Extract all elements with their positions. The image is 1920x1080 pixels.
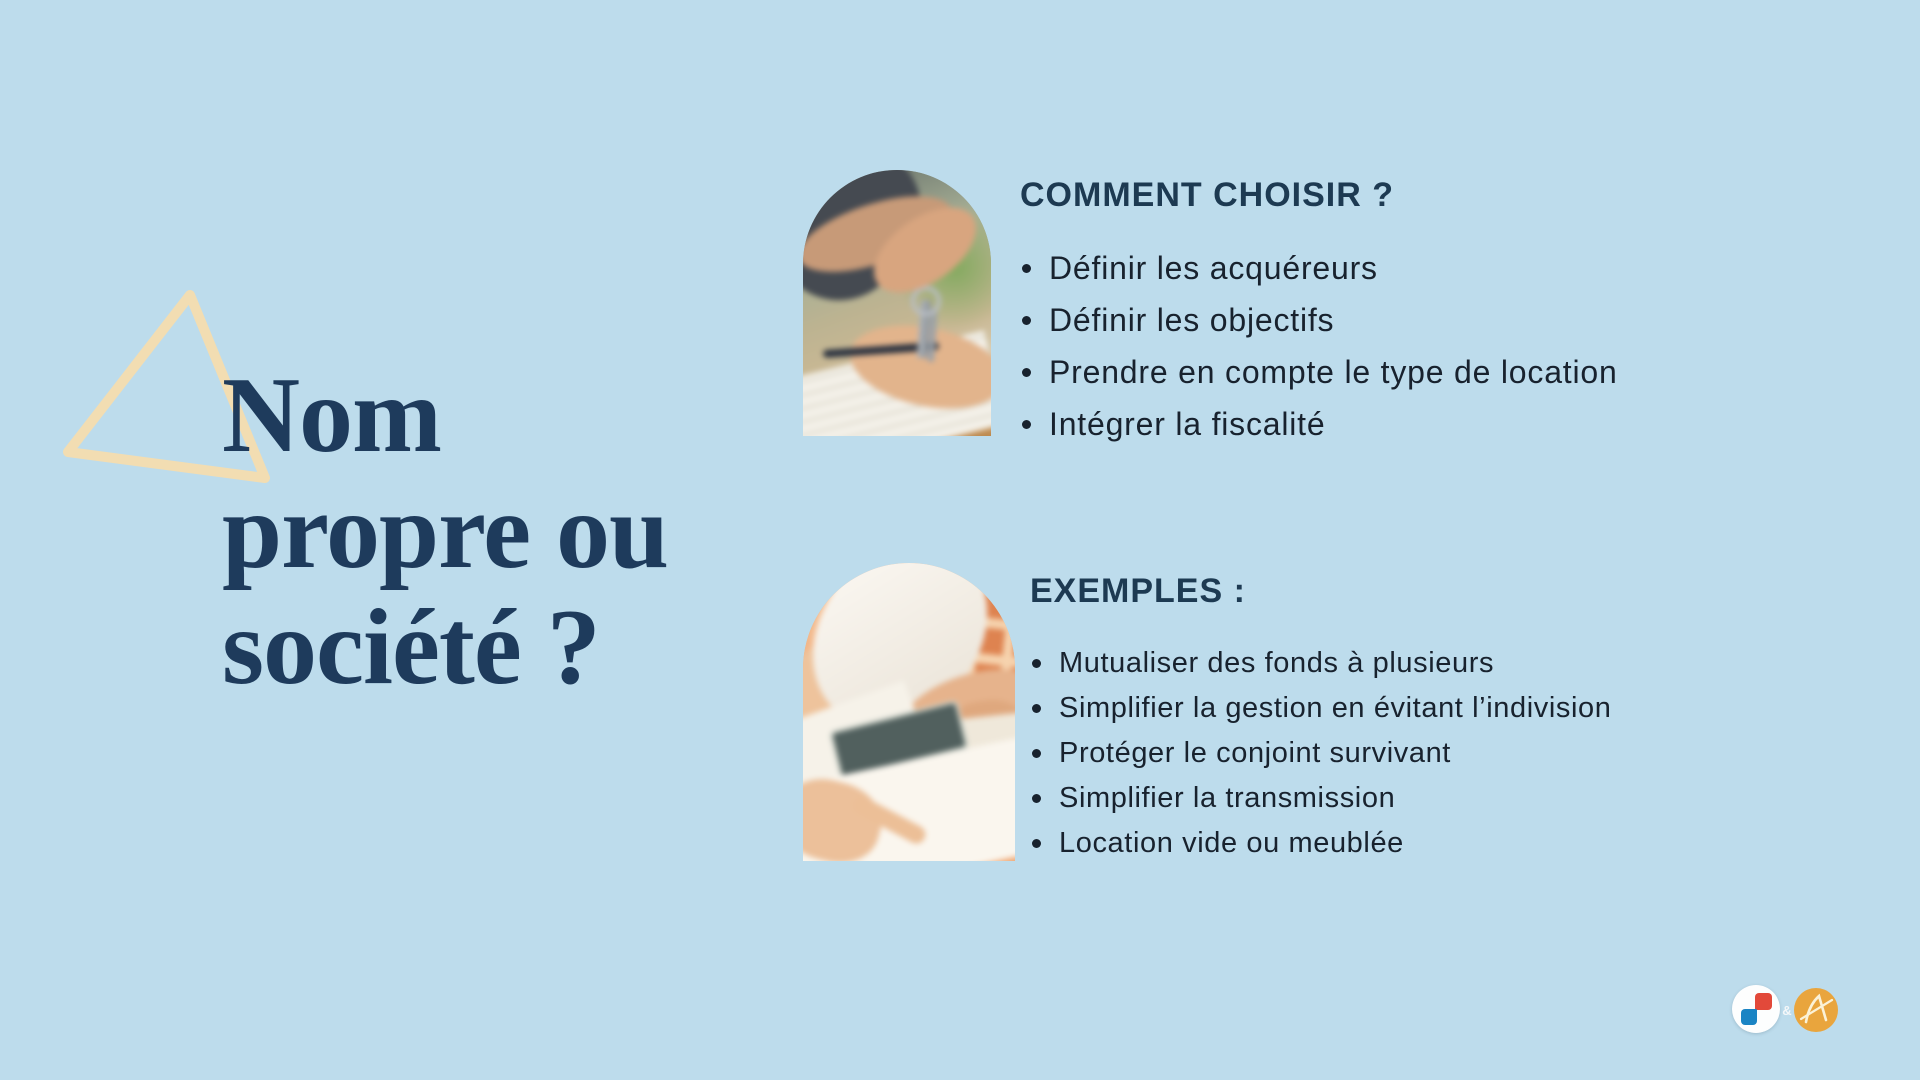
bullet-dot-icon (1022, 420, 1031, 429)
bullet-dot-icon (1022, 264, 1031, 273)
bullet-list-exemples (1032, 648, 1611, 873)
red-square-arrow-icon (1755, 993, 1772, 1010)
title-line-3: société ? (222, 588, 600, 707)
section-heading: COMMENT CHOISIR ? (1020, 176, 1394, 214)
list-item (1032, 828, 1611, 858)
ampersand-text: & (1782, 1003, 1792, 1018)
bullet-dot-icon (1032, 659, 1041, 668)
blue-square-arrow-icon (1741, 1009, 1757, 1025)
bullet-dot-icon (1032, 839, 1041, 848)
list-item-text: Simplifier la transmission (1059, 782, 1396, 814)
list-item (1032, 783, 1611, 813)
list-item-text: Protéger le conjoint survivant (1059, 737, 1451, 769)
bullet-dot-icon (1032, 749, 1041, 758)
photo-handing-over-keys (803, 170, 991, 436)
bullet-dot-icon (1032, 794, 1041, 803)
keyring-shape (911, 286, 941, 316)
slide-title (222, 358, 742, 706)
list-item (1022, 408, 1618, 441)
stylized-a-icon (1794, 988, 1838, 1032)
list-item (1022, 252, 1618, 285)
list-item-text: Prendre en compte le type de location (1049, 354, 1618, 390)
photo-reviewing-documents (803, 563, 1015, 861)
list-item (1032, 648, 1611, 678)
list-item (1022, 304, 1618, 337)
bullet-dot-icon (1022, 368, 1031, 377)
section-comment-choisir (1020, 176, 1394, 215)
list-item-text: Location vide ou meublée (1059, 827, 1404, 859)
list-item-text: Définir les acquéreurs (1049, 250, 1378, 286)
title-line-1: Nom (222, 356, 441, 475)
photo-texture (803, 170, 991, 436)
bullet-dot-icon (1022, 316, 1031, 325)
list-item (1032, 738, 1611, 768)
section-exemples (1030, 572, 1246, 611)
list-item (1032, 693, 1611, 723)
list-item-text: Simplifier la gestion en évitant l’indivision (1059, 692, 1612, 724)
list-item-text: Intégrer la fiscalité (1049, 406, 1326, 442)
bullet-dot-icon (1032, 704, 1041, 713)
title-line-2: propre ou (222, 472, 669, 591)
photo-texture (803, 563, 1015, 861)
bullet-list-comment-choisir (1022, 252, 1618, 460)
letter-a-monogram-logo (1794, 988, 1838, 1032)
section-heading: EXEMPLES : (1030, 572, 1246, 610)
list-item-text: Définir les objectifs (1049, 302, 1335, 338)
squares-swap-logo (1732, 985, 1780, 1033)
list-item (1022, 356, 1618, 389)
list-item-text: Mutualiser des fonds à plusieurs (1059, 647, 1495, 679)
